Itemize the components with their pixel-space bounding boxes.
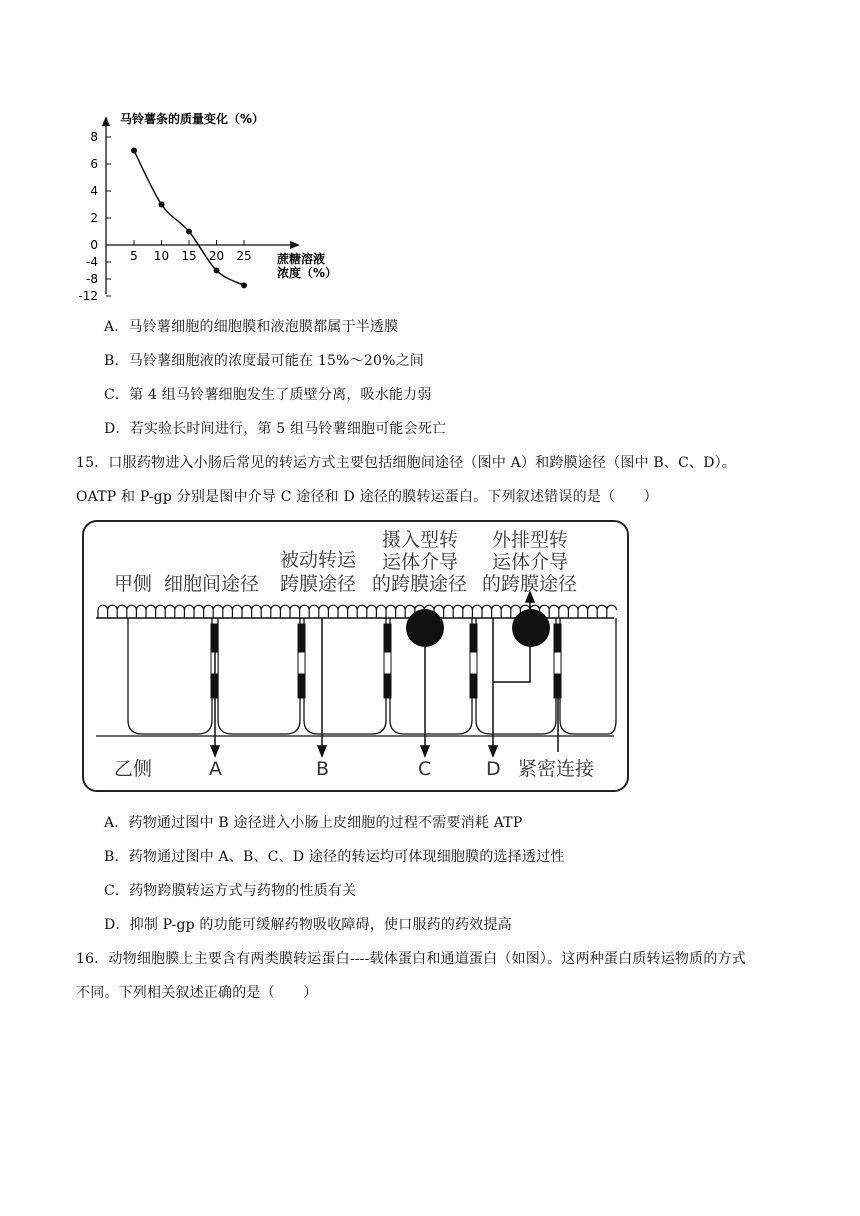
junction-segment (298, 624, 305, 652)
q15-option-d: D．抑制 P-gp 的功能可缓解药物吸收障碍，使口服药的药效提高 (104, 917, 512, 933)
junction-segment (211, 624, 218, 652)
q15-option-b: B．药物通过图中 A、B、C、D 途径的转运均可体现细胞膜的选择透过性 (104, 849, 565, 865)
junction-segment (470, 652, 477, 674)
mass-change-chart (70, 104, 350, 304)
y-tick-label: -4 (86, 255, 98, 269)
q16-stem-line2: 不同。下列相关叙述正确的是（ ） (76, 985, 318, 1001)
q15-option-c: C．药物跨膜转运方式与药物的性质有关 (104, 883, 357, 899)
uptake-label-1: 摄入型转 (382, 529, 459, 551)
x-tick-label: 25 (236, 249, 252, 263)
junction-segment (470, 674, 477, 698)
intercellular-label: 细胞间途径 (164, 573, 260, 595)
data-point (241, 282, 247, 288)
side-top-label: 甲侧 (114, 573, 153, 595)
junction-segment (298, 652, 305, 674)
tight-junctions (211, 624, 561, 698)
path-c-letter: C (418, 758, 432, 780)
path-a-letter: A (209, 758, 222, 780)
junction-segment (384, 652, 391, 674)
y-tick-label: 4 (90, 184, 98, 198)
path-d-letter: D (486, 758, 501, 780)
x-tick-label: 10 (153, 249, 170, 263)
side-bottom-label: 乙侧 (114, 758, 153, 780)
x-tick-label: 20 (208, 249, 225, 263)
q15-option-a: A．药物通过图中 B 途径进入小肠上皮细胞的过程不需要消耗 ATP (104, 815, 523, 831)
intestinal-transport-diagram (82, 520, 630, 794)
x-tick-label: 5 (130, 249, 138, 263)
tight-junction-label: 紧密连接 (518, 758, 595, 780)
junction-segment (298, 674, 305, 698)
junction-segment (554, 652, 561, 674)
path-b-letter: B (316, 758, 330, 780)
q16-stem-line1: 16．动物细胞膜上主要含有两类膜转运蛋白----载体蛋白和通道蛋白（如图）。这两种蛋白质转运物质的方式 (76, 951, 746, 967)
x-axis-label-line2: 浓度（%） (277, 266, 338, 280)
series-curve (134, 151, 244, 286)
junction-segment (470, 624, 477, 652)
data-point (186, 229, 192, 235)
efflux-label-1: 外排型转 (492, 529, 569, 551)
chart-title: 马铃薯条的质量变化（%） (120, 112, 265, 126)
y-tick-label: -12 (78, 289, 98, 303)
q14-option-a: A．马铃薯细胞的细胞膜和液泡膜都属于半透膜 (104, 319, 399, 335)
uptake-label-3: 的跨膜途径 (372, 573, 468, 595)
cell-outline (560, 618, 616, 734)
efflux-transporter (512, 609, 550, 647)
cell-outline (128, 618, 212, 734)
y-tick-label: 0 (90, 238, 98, 252)
junction-segment (384, 674, 391, 698)
cell-outline (218, 618, 300, 734)
data-point (131, 148, 137, 154)
junction-segment (554, 624, 561, 652)
y-tick-label: 6 (90, 157, 98, 171)
cell-outline (304, 618, 386, 734)
efflux-label-3: 的跨膜途径 (482, 573, 578, 595)
efflux-label-2: 运体介导 (492, 551, 569, 573)
q14-option-c: C．第 4 组马铃薯细胞发生了质壁分离，吸水能力弱 (104, 387, 432, 403)
y-axis-arrow (102, 116, 110, 126)
q15-stem-line2: OATP 和 P-gp 分别是图中介导 C 途径和 D 途径的膜转运蛋白。下列叙述错误的是（ ） (76, 489, 658, 505)
x-tick-label: 15 (181, 249, 197, 263)
q14-option-d: D．若实验长时间进行，第 5 组马铃薯细胞可能会死亡 (104, 421, 447, 437)
q15-stem-line1: 15．口服药物进入小肠后常见的转运方式主要包括细胞间途径（图中 A）和跨膜途径（图中 B、C、D）。 (76, 455, 737, 471)
junction-segment (384, 624, 391, 652)
q14-option-b: B．马铃薯细胞液的浓度最可能在 15%～20%之间 (104, 353, 424, 369)
y-tick-label: 2 (90, 211, 98, 225)
x-axis-arrow (290, 241, 300, 249)
y-tick-label: 8 (90, 130, 98, 144)
uptake-label-2: 运体介导 (382, 551, 459, 573)
data-point (214, 268, 220, 274)
y-tick-label: -8 (86, 272, 98, 286)
data-point (159, 202, 165, 208)
passive-label-2: 跨膜途径 (280, 573, 357, 595)
passive-label-1: 被动转运 (280, 549, 357, 571)
x-axis-label-line1: 蔗糖溶液 (277, 252, 326, 266)
